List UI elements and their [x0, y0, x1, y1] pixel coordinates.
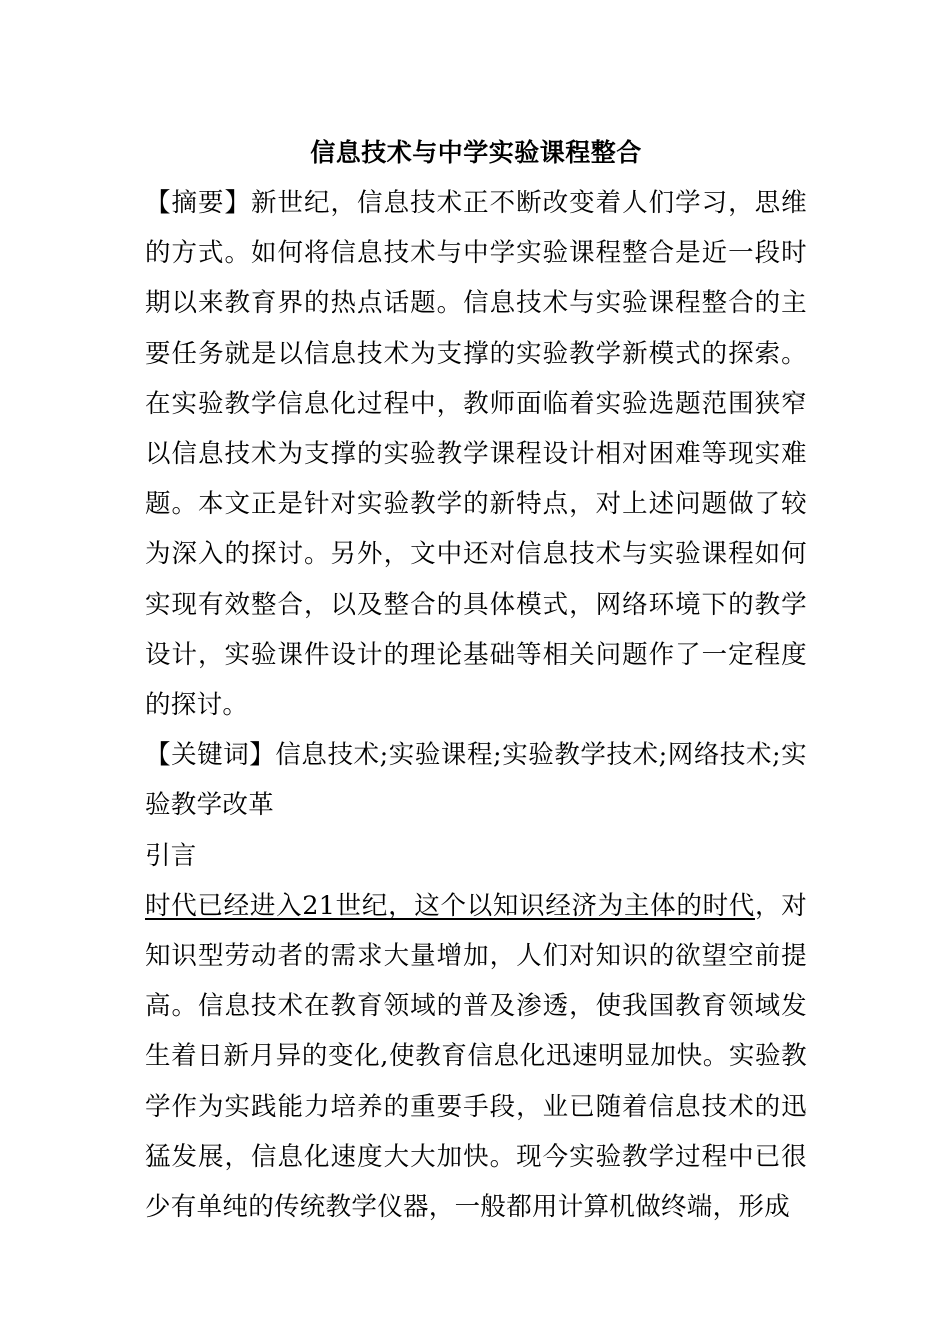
keywords-text: 信息技术;实验课程;实验教学技术;网络技术;实验教学改革: [145, 740, 807, 821]
intro-underlined-text: 时代已经进入21世纪，这个以知识经济为主体的时代: [145, 890, 755, 921]
keywords-paragraph: [145, 730, 807, 830]
abstract-label: 【摘要】: [145, 188, 252, 218]
keywords-label: 【关键词】: [145, 740, 276, 771]
abstract-paragraph: [145, 178, 807, 730]
document-body: [145, 128, 807, 1232]
intro-heading: 引言: [145, 840, 197, 871]
intro-paragraph: [145, 881, 807, 1232]
document-title: 信息技术与中学实验课程整合: [310, 138, 642, 167]
intro-text: ，对知识型劳动者的需求大量增加，人们对知识的欲望空前提高。信息技术在教育领域的普及渗透，使我国教育领域发生着日新月异的变化,使教育信息化迅速明显加快。实验教学作为实践能力培养的重要手段，业已随着信息技术的迅猛发展，信息化速度大大加快。现今实验教学过程中已很少有单纯的传统教学仪器，一般都用计算机做终端，形成: [145, 890, 807, 1223]
abstract-text: 新世纪，信息技术正不断改变着人们学习，思维的方式。如何将信息技术与中学实验课程整合是近一段时期以来教育界的热点话题。信息技术与实验课程整合的主要任务就是以信息技术为支撑的实验教学新模式的探索。在实验教学信息化过程中，教师面临着实验选题范围狭窄以信息技术为支撑的实验教学课程设计相对困难等现实难题。本文正是针对实验教学的新特点，对上述问题做了较为深入的探讨。另外，文中还对信息技术与实验课程如何实现有效整合，以及整合的具体模式，网络环境下的教学设计，实验课件设计的理论基础等相关问题作了一定程度的探讨。: [145, 188, 807, 721]
